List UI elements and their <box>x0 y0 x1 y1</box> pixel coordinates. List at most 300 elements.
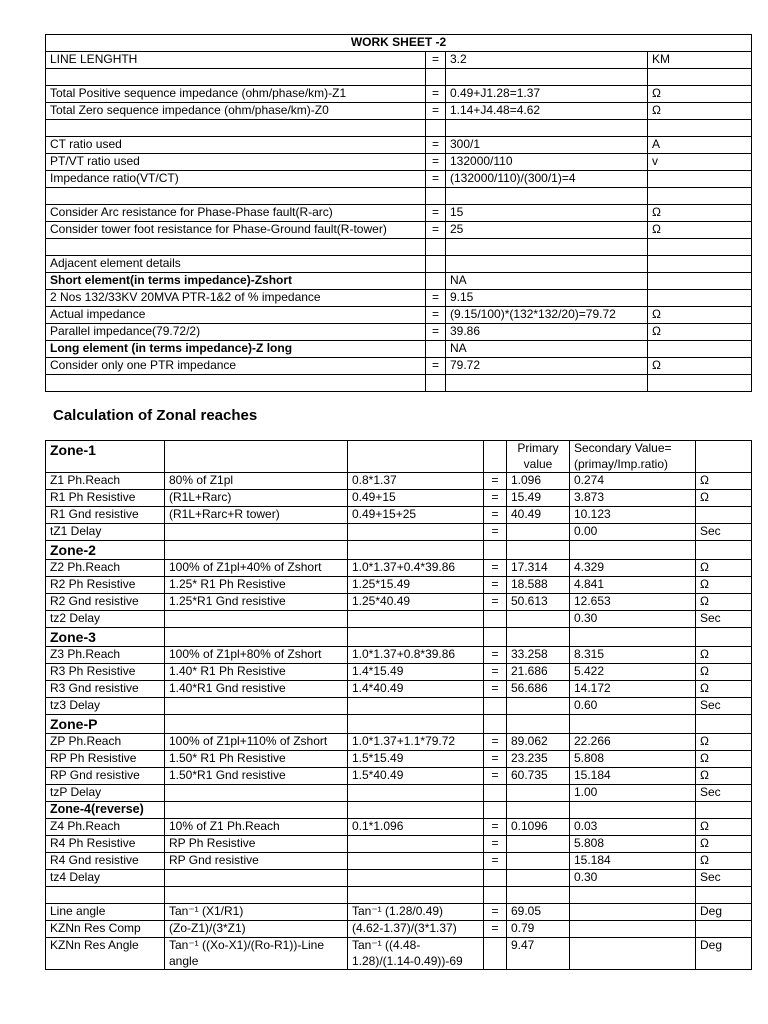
primary-value <box>507 524 570 541</box>
primary-value: 17.314 <box>507 560 570 577</box>
spacer-row <box>46 188 752 205</box>
row-unit: Ω <box>648 205 752 222</box>
spacer-row <box>46 120 752 137</box>
table-row <box>46 611 752 628</box>
empty-cell <box>446 188 648 205</box>
empty-cell <box>696 628 752 647</box>
empty-cell <box>696 541 752 560</box>
row-formula: 1.50* R1 Ph Resistive <box>165 751 348 768</box>
row-label: Z2 Ph.Reach <box>46 560 165 577</box>
table-row <box>46 256 752 273</box>
row-calculation: 1.25*15.49 <box>348 577 484 594</box>
row-label: tz3 Delay <box>46 698 165 715</box>
zone-title: Zone-2 <box>46 541 165 560</box>
zone-header-row <box>46 441 752 473</box>
zone-title: Zone-4(reverse) <box>46 802 165 819</box>
primary-value: 1.096 <box>507 473 570 490</box>
equals-sign: = <box>484 921 507 938</box>
primary-value: 40.49 <box>507 507 570 524</box>
row-unit: Sec <box>696 870 752 887</box>
table-row <box>46 205 752 222</box>
row-unit: Ω <box>696 594 752 611</box>
empty-cell <box>484 802 507 819</box>
zone-header-row <box>46 628 752 647</box>
row-unit: Ω <box>648 222 752 239</box>
row-calculation: 1.4*15.49 <box>348 664 484 681</box>
empty-cell <box>648 120 752 137</box>
row-unit: Ω <box>648 358 752 375</box>
equals-sign: = <box>484 836 507 853</box>
table-row <box>46 938 752 970</box>
empty-cell <box>165 541 348 560</box>
row-calculation <box>348 836 484 853</box>
primary-value <box>507 785 570 802</box>
table-row <box>46 836 752 853</box>
primary-value <box>507 870 570 887</box>
equals-sign: = <box>484 664 507 681</box>
row-calculation: 1.25*40.49 <box>348 594 484 611</box>
row-unit: Ω <box>696 681 752 698</box>
primary-value-header: Primary value <box>507 441 570 473</box>
equals-sign <box>484 698 507 715</box>
empty-cell <box>648 188 752 205</box>
row-formula <box>165 524 348 541</box>
row-value: 132000/110 <box>446 154 648 171</box>
row-value: 39.86 <box>446 324 648 341</box>
primary-value: 15.49 <box>507 490 570 507</box>
row-formula: 1.25*R1 Gnd resistive <box>165 594 348 611</box>
primary-value: 0.1096 <box>507 819 570 836</box>
table-row <box>46 52 752 69</box>
secondary-value <box>570 921 696 938</box>
primary-value: 89.062 <box>507 734 570 751</box>
row-calculation: 1.0*1.37+0.4*39.86 <box>348 560 484 577</box>
worksheet-title: WORK SHEET -2 <box>46 35 752 52</box>
empty-cell <box>426 239 446 256</box>
equals-sign <box>484 785 507 802</box>
row-formula <box>165 785 348 802</box>
equals-sign: = <box>484 594 507 611</box>
zone-header-row <box>46 541 752 560</box>
row-unit <box>648 341 752 358</box>
table-row <box>46 273 752 290</box>
primary-value: 50.613 <box>507 594 570 611</box>
row-calculation <box>348 524 484 541</box>
empty-cell <box>648 69 752 86</box>
empty-cell <box>507 887 570 904</box>
secondary-value: 12.653 <box>570 594 696 611</box>
table-row <box>46 785 752 802</box>
empty-cell <box>507 802 570 819</box>
row-label: tz4 Delay <box>46 870 165 887</box>
empty-cell <box>348 628 484 647</box>
row-value: 79.72 <box>446 358 648 375</box>
row-unit: Deg <box>696 904 752 921</box>
secondary-value: 22.266 <box>570 734 696 751</box>
row-label: PT/VT ratio used <box>46 154 426 171</box>
equals-sign: = <box>484 819 507 836</box>
empty-cell <box>426 120 446 137</box>
equals-sign <box>426 256 446 273</box>
secondary-value: 8.315 <box>570 647 696 664</box>
table-row <box>46 290 752 307</box>
primary-value: 9.47 <box>507 938 570 970</box>
row-label: R3 Ph Resistive <box>46 664 165 681</box>
row-label: Z1 Ph.Reach <box>46 473 165 490</box>
table-row <box>46 507 752 524</box>
row-value: 0.49+J1.28=1.37 <box>446 86 648 103</box>
table-row <box>46 921 752 938</box>
row-label: R2 Gnd resistive <box>46 594 165 611</box>
primary-value: 60.735 <box>507 768 570 785</box>
row-unit: Sec <box>696 524 752 541</box>
equals-sign: = <box>426 222 446 239</box>
row-label: R1 Gnd resistive <box>46 507 165 524</box>
spacer-row <box>46 69 752 86</box>
row-unit: v <box>648 154 752 171</box>
row-label: Consider Arc resistance for Phase-Phase fault(R-arc) <box>46 205 426 222</box>
row-label: LINE LENGHTH <box>46 52 426 69</box>
row-unit: Ω <box>696 751 752 768</box>
row-value: NA <box>446 273 648 290</box>
equals-sign: = <box>484 853 507 870</box>
row-unit <box>696 921 752 938</box>
empty-cell <box>484 715 507 734</box>
row-label: KZNn Res Angle <box>46 938 165 970</box>
primary-value: 33.258 <box>507 647 570 664</box>
row-calculation: 1.5*40.49 <box>348 768 484 785</box>
empty-cell <box>446 239 648 256</box>
row-value: 1.14+J4.48=4.62 <box>446 103 648 120</box>
equals-sign <box>484 611 507 628</box>
row-unit: Ω <box>696 473 752 490</box>
row-unit: Ω <box>696 664 752 681</box>
row-label: Parallel impedance(79.72/2) <box>46 324 426 341</box>
row-label: Line angle <box>46 904 165 921</box>
row-value: (9.15/100)*(132*132/20)=79.72 <box>446 307 648 324</box>
row-formula <box>165 611 348 628</box>
empty-cell <box>570 887 696 904</box>
secondary-value: 5.422 <box>570 664 696 681</box>
zone-header-row <box>46 802 752 819</box>
equals-sign <box>426 273 446 290</box>
primary-value: 18.588 <box>507 577 570 594</box>
row-unit: Deg <box>696 938 752 970</box>
empty-cell <box>348 541 484 560</box>
secondary-value: 4.841 <box>570 577 696 594</box>
row-calculation: Tan⁻¹ (1.28/0.49) <box>348 904 484 921</box>
row-value: 15 <box>446 205 648 222</box>
equals-sign: = <box>426 290 446 307</box>
row-unit: Ω <box>696 734 752 751</box>
table-row <box>46 473 752 490</box>
table-row <box>46 137 752 154</box>
row-calculation <box>348 853 484 870</box>
row-label: KZNn Res Comp <box>46 921 165 938</box>
table-row <box>46 870 752 887</box>
empty-cell <box>696 887 752 904</box>
empty-cell <box>348 441 484 473</box>
row-label: Consider only one PTR impedance <box>46 358 426 375</box>
table-row <box>46 222 752 239</box>
empty-cell <box>46 69 426 86</box>
empty-cell <box>696 441 752 473</box>
secondary-value: 4.329 <box>570 560 696 577</box>
row-value: NA <box>446 341 648 358</box>
equals-sign: = <box>484 904 507 921</box>
primary-value <box>507 698 570 715</box>
row-value <box>446 256 648 273</box>
zonal-reach-table <box>45 440 752 970</box>
empty-cell <box>46 239 426 256</box>
equals-sign: = <box>484 734 507 751</box>
table-row <box>46 577 752 594</box>
row-calculation: 0.1*1.096 <box>348 819 484 836</box>
row-calculation <box>348 698 484 715</box>
table-row <box>46 698 752 715</box>
row-value: 9.15 <box>446 290 648 307</box>
equals-sign: = <box>426 205 446 222</box>
row-label: 2 Nos 132/33KV 20MVA PTR-1&2 of % impedance <box>46 290 426 307</box>
row-label: tz2 Delay <box>46 611 165 628</box>
row-label: Long element (in terms impedance)-Z long <box>46 341 426 358</box>
table-row <box>46 307 752 324</box>
empty-cell <box>165 887 348 904</box>
row-label: Total Positive sequence impedance (ohm/phase/km)-Z1 <box>46 86 426 103</box>
row-formula <box>165 698 348 715</box>
spacer-row <box>46 375 752 392</box>
row-label: RP Ph Resistive <box>46 751 165 768</box>
equals-sign <box>484 870 507 887</box>
empty-cell <box>46 887 165 904</box>
row-unit: KM <box>648 52 752 69</box>
empty-cell <box>446 120 648 137</box>
zone-title: Zone-3 <box>46 628 165 647</box>
table-row <box>46 524 752 541</box>
secondary-value-header: Secondary Value= (primay/Imp.ratio) <box>570 441 696 473</box>
empty-cell <box>570 802 696 819</box>
row-formula: (R1L+Rarc) <box>165 490 348 507</box>
equals-sign: = <box>426 137 446 154</box>
equals-sign <box>484 938 507 970</box>
secondary-value: 0.00 <box>570 524 696 541</box>
equals-sign: = <box>484 490 507 507</box>
row-label: Z4 Ph.Reach <box>46 819 165 836</box>
row-unit: Ω <box>648 86 752 103</box>
table-row <box>46 358 752 375</box>
primary-value: 0.79 <box>507 921 570 938</box>
row-calculation: 0.49+15 <box>348 490 484 507</box>
secondary-value: 0.274 <box>570 473 696 490</box>
empty-cell <box>46 375 426 392</box>
table-row <box>46 904 752 921</box>
row-unit <box>648 290 752 307</box>
row-unit: A <box>648 137 752 154</box>
row-label: Adjacent element details <box>46 256 426 273</box>
secondary-value: 15.184 <box>570 768 696 785</box>
empty-cell <box>348 715 484 734</box>
table-row <box>46 647 752 664</box>
equals-sign: = <box>426 324 446 341</box>
row-unit: Sec <box>696 698 752 715</box>
row-calculation: 0.49+15+25 <box>348 507 484 524</box>
row-unit: Ω <box>696 577 752 594</box>
equals-sign: = <box>426 307 446 324</box>
primary-value <box>507 853 570 870</box>
empty-cell <box>426 69 446 86</box>
row-calculation <box>348 870 484 887</box>
row-unit: Ω <box>696 819 752 836</box>
row-unit <box>696 507 752 524</box>
row-formula: 10% of Z1 Ph.Reach <box>165 819 348 836</box>
row-label: R4 Ph Resistive <box>46 836 165 853</box>
table-row <box>46 324 752 341</box>
row-unit: Sec <box>696 785 752 802</box>
empty-cell <box>484 541 507 560</box>
table-row <box>46 594 752 611</box>
row-calculation: 1.0*1.37+1.1*79.72 <box>348 734 484 751</box>
row-formula: (R1L+Rarc+R tower) <box>165 507 348 524</box>
empty-cell <box>426 188 446 205</box>
row-formula: 100% of Z1pl+110% of Zshort <box>165 734 348 751</box>
table-row <box>46 103 752 120</box>
row-unit: Ω <box>696 560 752 577</box>
empty-cell <box>507 628 570 647</box>
empty-cell <box>570 628 696 647</box>
row-formula: RP Gnd resistive <box>165 853 348 870</box>
equals-sign: = <box>484 768 507 785</box>
secondary-value <box>570 938 696 970</box>
row-label: tZ1 Delay <box>46 524 165 541</box>
row-unit: Ω <box>648 307 752 324</box>
row-label: CT ratio used <box>46 137 426 154</box>
primary-value: 21.686 <box>507 664 570 681</box>
empty-cell <box>507 541 570 560</box>
empty-cell <box>648 375 752 392</box>
secondary-value: 5.808 <box>570 751 696 768</box>
table-row <box>46 681 752 698</box>
secondary-value <box>570 904 696 921</box>
zone-title: Zone-1 <box>46 441 165 473</box>
equals-sign: = <box>484 560 507 577</box>
empty-cell <box>484 441 507 473</box>
row-label: RP Gnd resistive <box>46 768 165 785</box>
table-row <box>46 171 752 188</box>
equals-sign: = <box>426 103 446 120</box>
empty-cell <box>507 715 570 734</box>
equals-sign: = <box>426 86 446 103</box>
row-unit <box>648 171 752 188</box>
table-row <box>46 734 752 751</box>
empty-cell <box>348 802 484 819</box>
row-calculation: 1.4*40.49 <box>348 681 484 698</box>
row-unit: Ω <box>648 103 752 120</box>
empty-cell <box>165 715 348 734</box>
row-calculation: 1.0*1.37+0.8*39.86 <box>348 647 484 664</box>
primary-value: 56.686 <box>507 681 570 698</box>
row-label: Z3 Ph.Reach <box>46 647 165 664</box>
equals-sign: = <box>426 52 446 69</box>
equals-sign: = <box>484 473 507 490</box>
primary-value: 23.235 <box>507 751 570 768</box>
row-calculation <box>348 785 484 802</box>
spacer-row <box>46 887 752 904</box>
row-formula: RP Ph Resistive <box>165 836 348 853</box>
table-row <box>46 819 752 836</box>
row-label: Impedance ratio(VT/CT) <box>46 171 426 188</box>
row-formula: 100% of Z1pl+80% of Zshort <box>165 647 348 664</box>
row-unit: Ω <box>696 853 752 870</box>
row-label: R3 Gnd resistive <box>46 681 165 698</box>
table-row <box>46 154 752 171</box>
table-row <box>46 768 752 785</box>
table-row <box>46 560 752 577</box>
row-label: Actual impedance <box>46 307 426 324</box>
equals-sign: = <box>426 358 446 375</box>
empty-cell <box>446 375 648 392</box>
row-label: Total Zero sequence impedance (ohm/phase/km)-Z0 <box>46 103 426 120</box>
empty-cell <box>570 541 696 560</box>
primary-value <box>507 611 570 628</box>
zone-title: Zone-P <box>46 715 165 734</box>
table-row <box>46 490 752 507</box>
equals-sign: = <box>484 577 507 594</box>
row-unit: Sec <box>696 611 752 628</box>
calculation-heading: Calculation of Zonal reaches <box>53 407 258 424</box>
primary-value <box>507 836 570 853</box>
row-calculation: 0.8*1.37 <box>348 473 484 490</box>
empty-cell <box>484 628 507 647</box>
equals-sign: = <box>484 647 507 664</box>
empty-cell <box>46 120 426 137</box>
empty-cell <box>484 887 507 904</box>
equals-sign <box>426 341 446 358</box>
secondary-value: 3.873 <box>570 490 696 507</box>
empty-cell <box>446 69 648 86</box>
equals-sign: = <box>426 171 446 188</box>
row-formula: 1.40* R1 Ph Resistive <box>165 664 348 681</box>
row-label: R1 Ph Resistive <box>46 490 165 507</box>
row-calculation: 1.5*15.49 <box>348 751 484 768</box>
secondary-value: 5.808 <box>570 836 696 853</box>
row-formula: Tan⁻¹ ((Xo-X1)/(Ro-R1))-Line angle <box>165 938 348 970</box>
empty-cell <box>165 802 348 819</box>
row-value: 3.2 <box>446 52 648 69</box>
secondary-value: 1.00 <box>570 785 696 802</box>
row-formula: (Zo-Z1)/(3*Z1) <box>165 921 348 938</box>
row-unit: Ω <box>696 647 752 664</box>
row-unit <box>648 256 752 273</box>
row-value: 300/1 <box>446 137 648 154</box>
empty-cell <box>165 441 348 473</box>
equals-sign: = <box>484 524 507 541</box>
row-formula: 80% of Z1pl <box>165 473 348 490</box>
row-calculation: (4.62-1.37)/(3*1.37) <box>348 921 484 938</box>
row-calculation <box>348 611 484 628</box>
empty-cell <box>648 239 752 256</box>
empty-cell <box>46 188 426 205</box>
equals-sign: = <box>484 751 507 768</box>
row-value: 25 <box>446 222 648 239</box>
row-formula: 100% of Z1pl+40% of Zshort <box>165 560 348 577</box>
equals-sign: = <box>426 154 446 171</box>
table-row <box>46 853 752 870</box>
equals-sign: = <box>484 507 507 524</box>
row-calculation: Tan⁻¹ ((4.48-1.28)/(1.14-0.49))-69 <box>348 938 484 970</box>
row-label: ZP Ph.Reach <box>46 734 165 751</box>
secondary-value: 0.30 <box>570 611 696 628</box>
primary-value: 69.05 <box>507 904 570 921</box>
